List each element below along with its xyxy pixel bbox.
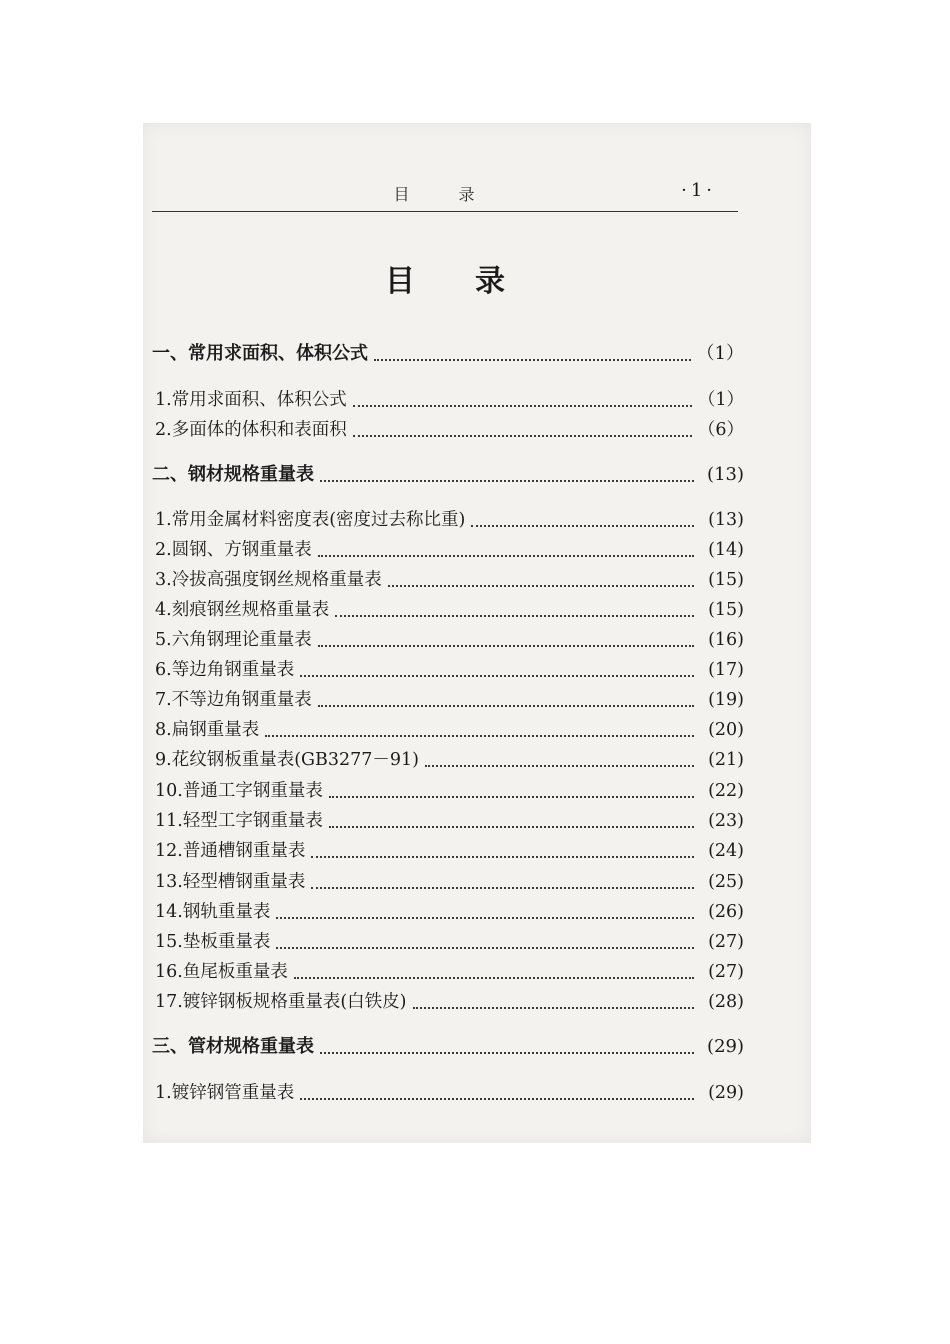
dot-leader: [353, 405, 692, 407]
dot-leader: [318, 705, 694, 707]
dot-leader: [329, 796, 694, 798]
toc-entry-title: 3.冷拔高强度钢丝规格重量表: [155, 570, 382, 590]
toc-page-number: (26): [708, 902, 744, 922]
toc-item-entry: [155, 656, 744, 684]
dot-leader: [300, 675, 694, 677]
toc-section-entry: [152, 1033, 744, 1061]
dot-leader: [311, 887, 694, 889]
dot-leader: [320, 1052, 694, 1054]
toc-page-number: (29): [707, 1036, 744, 1057]
toc-page-number: (27): [708, 962, 744, 982]
running-title: 目 录: [393, 185, 497, 204]
toc-entry-title: 三、管材规格重量表: [152, 1036, 314, 1057]
toc-item-entry: [155, 686, 744, 714]
toc-page-number: (15): [708, 600, 744, 620]
toc-item-entry: [155, 416, 744, 444]
dot-leader: [318, 555, 694, 557]
toc-item-entry: [155, 566, 744, 594]
toc-page-number: (25): [708, 872, 744, 892]
toc-entry-title: 2.多面体的体积和表面积: [155, 420, 347, 440]
dot-leader: [300, 1098, 694, 1100]
toc-item-entry: [155, 807, 744, 835]
toc-entry-title: 17.镀锌钢板规格重量表(白铁皮): [155, 992, 407, 1012]
toc-page-number: (13): [707, 464, 744, 485]
toc-page-number: (23): [708, 811, 744, 831]
toc-entry-title: 1.镀锌钢管重量表: [155, 1083, 295, 1103]
dot-leader: [276, 917, 694, 919]
dot-leader: [311, 856, 694, 858]
toc-item-entry: [155, 988, 744, 1016]
dot-leader: [425, 765, 694, 767]
toc-page-number: (21): [708, 750, 744, 770]
dot-leader: [388, 585, 694, 587]
dot-leader: [294, 977, 694, 979]
dot-leader: [276, 947, 694, 949]
toc-entry-title: 11.轻型工字钢重量表: [155, 811, 323, 831]
toc-item-entry: [155, 746, 744, 774]
dot-leader: [353, 435, 692, 437]
dot-leader: [318, 645, 694, 647]
toc-page-number: (29): [708, 1083, 744, 1103]
toc-entry-title: 二、钢材规格重量表: [152, 464, 314, 485]
dot-leader: [374, 359, 691, 361]
toc-page-number: （1）: [697, 390, 744, 410]
dot-leader: [471, 525, 694, 527]
page-number: ·1·: [681, 180, 716, 201]
toc-entry-title: 8.扁钢重量表: [155, 720, 260, 740]
toc-entry-title: 4.刻痕钢丝规格重量表: [155, 600, 330, 620]
toc-entry-title: 1.常用金属材料密度表(密度过去称比重): [155, 510, 466, 530]
toc-item-entry: [155, 898, 744, 926]
toc-page-number: (20): [708, 720, 744, 740]
dot-leader: [335, 615, 694, 617]
dot-leader: [320, 480, 694, 482]
toc-page-number: (17): [708, 660, 744, 680]
toc-page-number: (28): [708, 992, 744, 1012]
header-rule: [152, 211, 738, 212]
toc-entry-title: 7.不等边角钢重量表: [155, 690, 312, 710]
toc-item-entry: [155, 596, 744, 624]
dot-leader: [329, 826, 694, 828]
toc-item-entry: [155, 777, 744, 805]
page-title: 目录: [385, 264, 565, 299]
toc-page-number: (19): [708, 690, 744, 710]
toc-section-entry: [152, 340, 744, 368]
toc-item-entry: [155, 506, 744, 534]
toc-section-entry: [152, 461, 744, 489]
toc-entry-title: 一、常用求面积、体积公式: [152, 343, 368, 364]
toc-item-entry: [155, 626, 744, 654]
toc-page-number: (27): [708, 932, 744, 952]
dot-leader: [265, 735, 694, 737]
toc-page-number: (22): [708, 781, 744, 801]
toc-entry-title: 10.普通工字钢重量表: [155, 781, 323, 801]
toc-item-entry: [155, 958, 744, 986]
toc-item-entry: [155, 868, 744, 896]
toc-entry-title: 12.普通槽钢重量表: [155, 841, 306, 861]
toc-entry-title: 15.垫板重量表: [155, 932, 271, 952]
toc-page-number: (14): [708, 540, 744, 560]
toc-entry-title: 16.鱼尾板重量表: [155, 962, 288, 982]
toc-page-number: （1）: [696, 343, 744, 364]
toc-entry-title: 2.圆钢、方钢重量表: [155, 540, 312, 560]
toc-entry-title: 5.六角钢理论重量表: [155, 630, 312, 650]
toc-page-number: (13): [708, 510, 744, 530]
toc-page-number: (24): [708, 841, 744, 861]
toc-entry-title: 9.花纹钢板重量表(GB3277－91): [155, 750, 419, 770]
toc-item-entry: [155, 386, 744, 414]
toc-page-number: (15): [708, 570, 744, 590]
dot-leader: [413, 1007, 695, 1009]
toc-entry-title: 1.常用求面积、体积公式: [155, 390, 347, 410]
toc-entry-title: 6.等边角钢重量表: [155, 660, 295, 680]
toc-item-entry: [155, 716, 744, 744]
toc-page-number: （6）: [697, 420, 744, 440]
toc-item-entry: [155, 928, 744, 956]
toc-entry-title: 14.钢轨重量表: [155, 902, 271, 922]
toc-item-entry: [155, 837, 744, 865]
toc-page-number: (16): [708, 630, 744, 650]
toc-entry-title: 13.轻型槽钢重量表: [155, 872, 306, 892]
toc-item-entry: [155, 536, 744, 564]
running-header: [152, 178, 738, 208]
toc-item-entry: [155, 1079, 744, 1107]
